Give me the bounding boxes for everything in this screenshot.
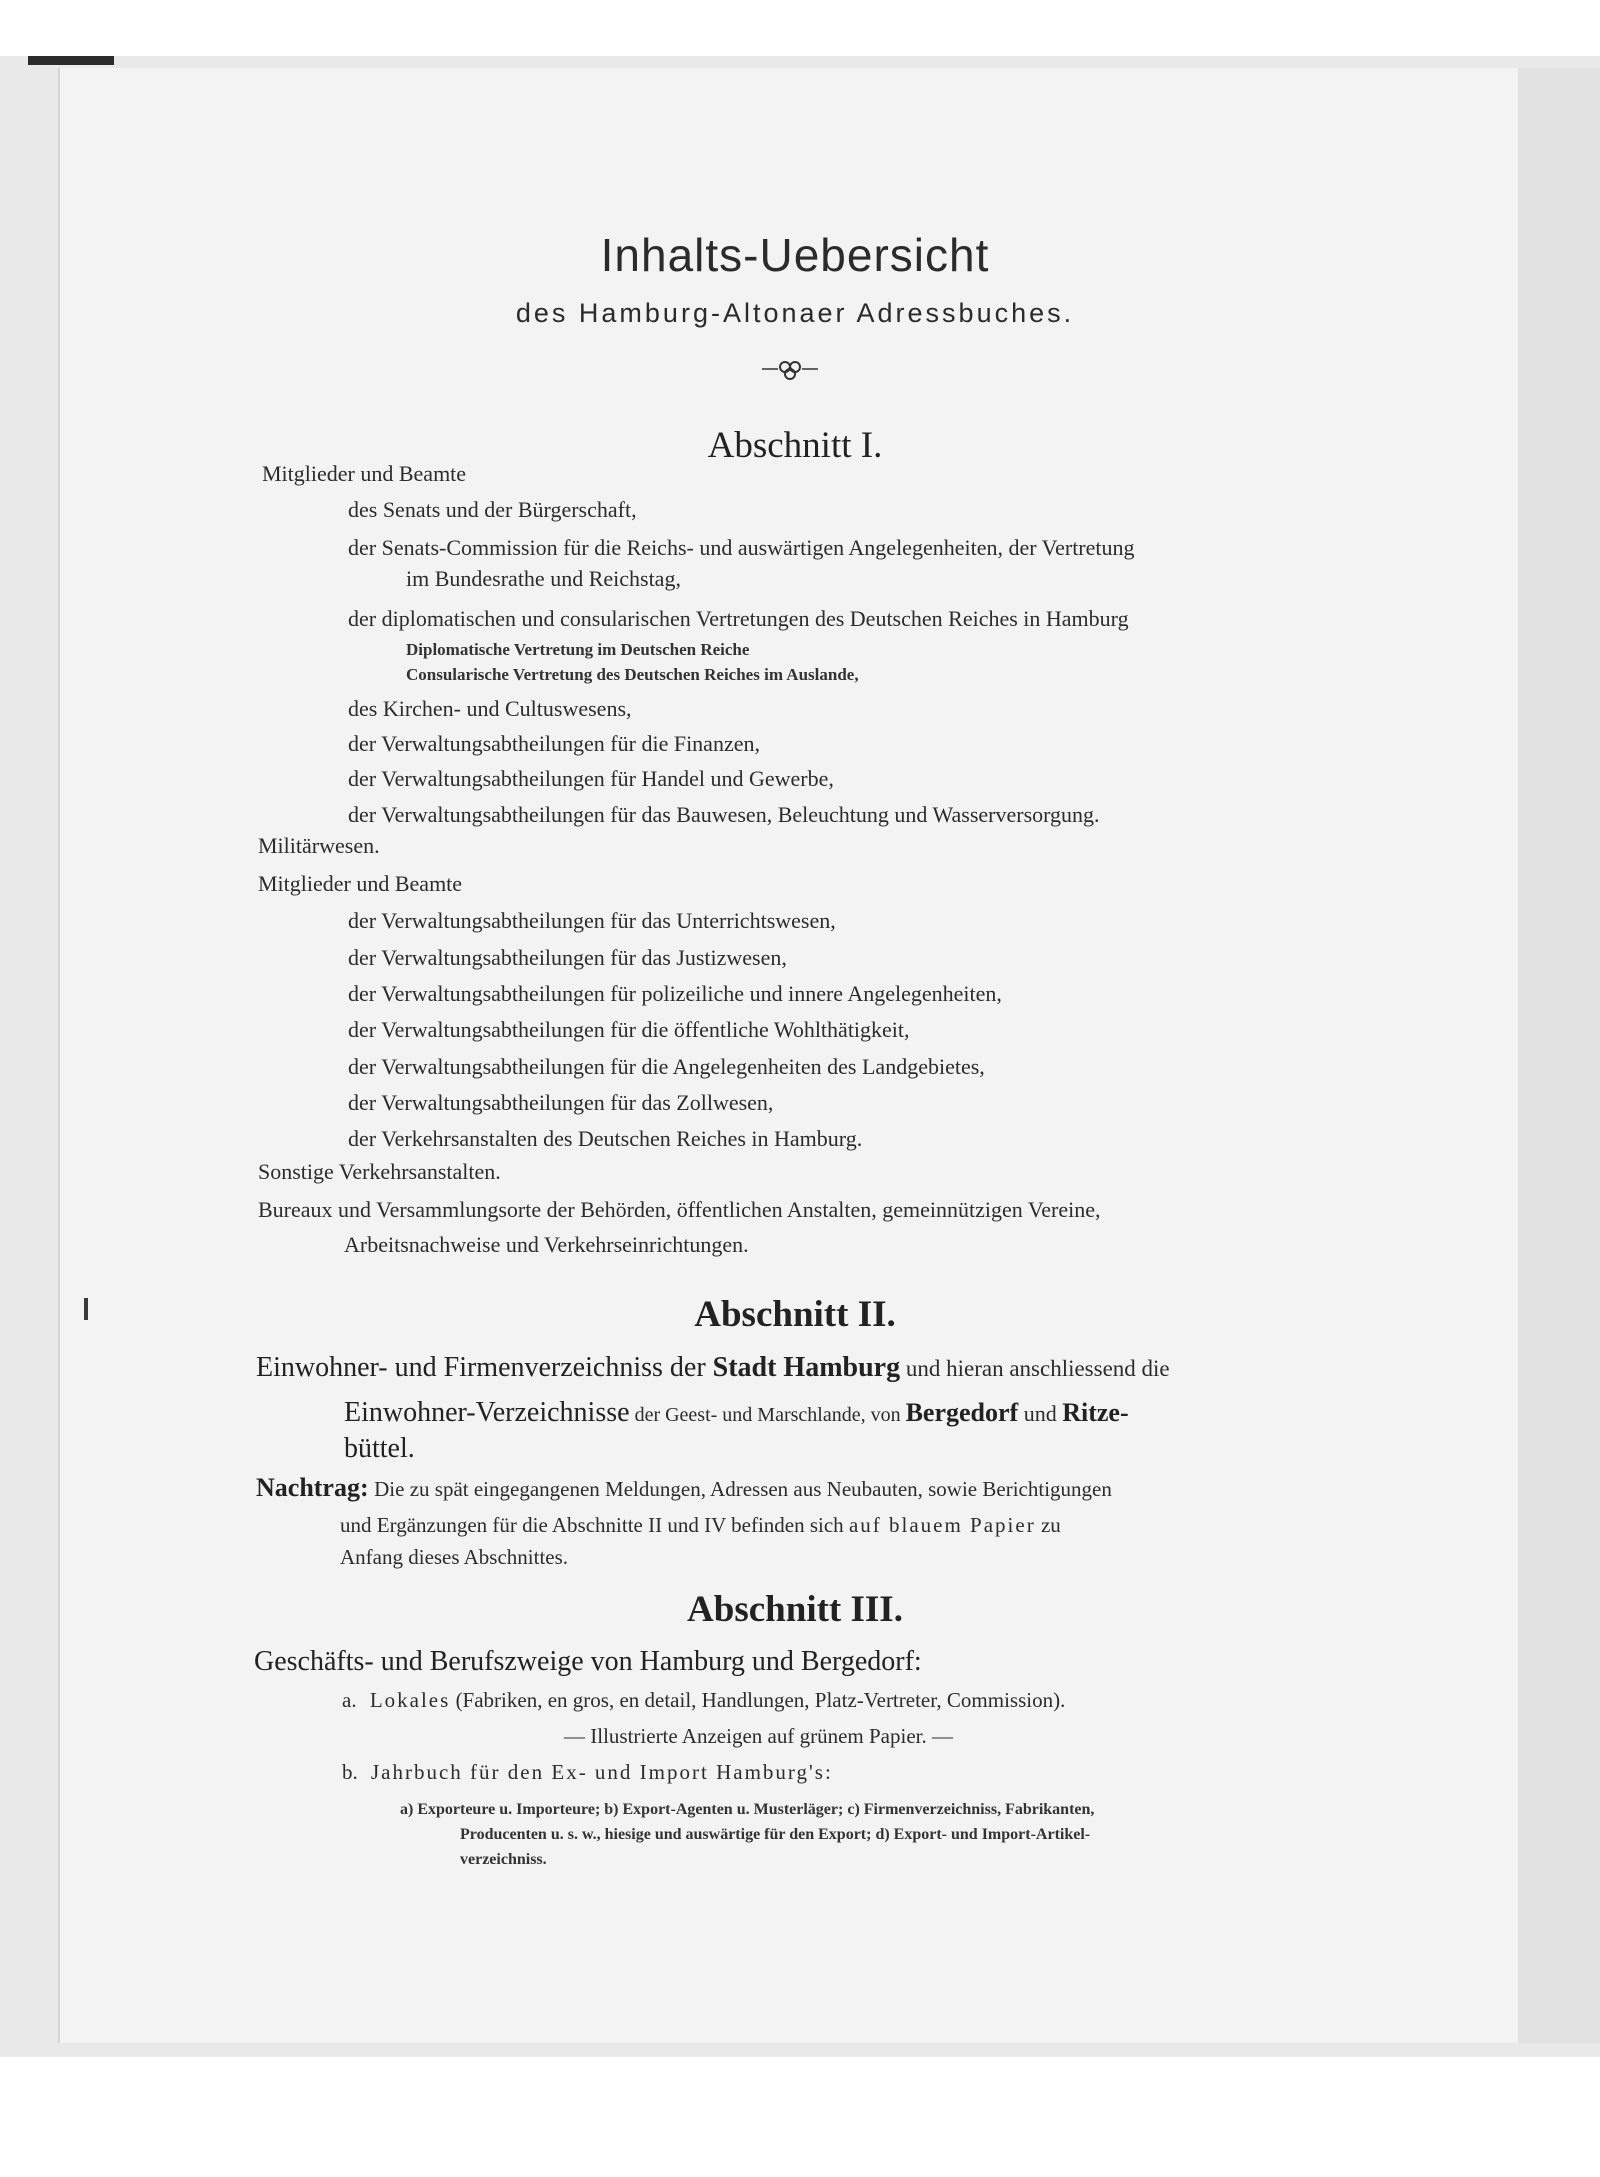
section3-intro: Geschäfts- und Berufszweige von Hamburg und Bergedorf: [254, 1646, 922, 1677]
text-run-bold: Stadt Hamburg [712, 1352, 901, 1383]
toc-entry: Mitglieder und Beamte [262, 461, 467, 486]
text-run: und Ergänzungen für die Abschnitte II und IV befinden sich [340, 1513, 849, 1537]
toc-entry: der Verwaltungsabtheilungen für das Justizwesen, [348, 945, 787, 970]
section-heading-3: Abschnitt III. [687, 1589, 903, 1630]
toc-entry: der Verwaltungsabtheilungen für das Zollwesen, [348, 1090, 774, 1115]
text-run: Die zu spät eingegangenen Meldungen, Adressen aus Neubauten, sowie Berichtigungen [374, 1477, 1112, 1501]
section-heading-2: Abschnitt II. [694, 1294, 896, 1335]
text-run-bold: Ritze- [1062, 1398, 1129, 1427]
toc-subentry: Diplomatische Vertretung im Deutschen Reiche [406, 640, 750, 659]
section3-item-a [342, 1688, 1065, 1713]
section3-item-b-sub: verzeichniss. [460, 1851, 547, 1868]
section-heading-1: Abschnitt I. [707, 425, 883, 466]
nachtrag-line-3: Anfang dieses Abschnittes. [340, 1545, 569, 1569]
text-run: zu [1035, 1513, 1061, 1537]
text-run: Einwohner- und Firmenverzeichniss der [256, 1352, 713, 1383]
item-label: a. [342, 1688, 357, 1712]
scan-corner-mark [28, 56, 114, 65]
toc-entry: Sonstige Verkehrsanstalten. [258, 1159, 501, 1184]
nachtrag-line-1 [256, 1473, 1112, 1503]
page-subtitle: des Hamburg-Altonaer Adressbuches. [515, 298, 1075, 328]
page-edge [1518, 68, 1600, 2043]
section2-line-2 [344, 1397, 1129, 1429]
toc-entry: der Verwaltungsabtheilungen für das Unterrichtswesen, [348, 908, 836, 933]
toc-entry: im Bundesrathe und Reichstag, [406, 566, 681, 591]
toc-entry: des Senats und der Bürgerschaft, [348, 497, 637, 522]
toc-entry: der Verwaltungsabtheilungen für polizeiliche und innere Angelegenheiten, [348, 981, 1002, 1006]
section3-item-a-sub: — Illustrierte Anzeigen auf grünem Papier. — [564, 1724, 953, 1748]
section3-item-b-sub: a) Exporteure u. Importeure; b) Export-Agenten u. Musterläger; c) Firmenverzeichniss, Fabrikanten, [400, 1801, 1095, 1818]
toc-entry: der Verwaltungsabtheilungen für die Finanzen, [348, 731, 760, 756]
page-title: Inhalts-Uebersicht [600, 229, 990, 281]
toc-entry: der Verwaltungsabtheilungen für Handel und Gewerbe, [348, 766, 834, 791]
section3-item-b-sub: Producenten u. s. w., hiesige und auswärtige für den Export; d) Export- und Import-Artikel- [460, 1826, 1091, 1843]
text-run-spaced: Lokales [369, 1688, 451, 1712]
toc-entry: der Verkehrsanstalten des Deutschen Reiches in Hamburg. [348, 1126, 863, 1151]
text-run: (Fabriken, en gros, en detail, Handlungen, Platz-Vertreter, Commission). [450, 1688, 1066, 1712]
nachtrag-line-2 [340, 1513, 1061, 1538]
toc-entry: der diplomatischen und consularischen Vertretungen des Deutschen Reiches in Hamburg [348, 606, 1129, 631]
text-run-spaced: Jahrbuch für den Ex- und Import Hamburg's: [371, 1760, 833, 1784]
toc-entry: des Kirchen- und Cultuswesens, [348, 696, 632, 721]
toc-entry: der Verwaltungsabtheilungen für das Bauwesen, Beleuchtung und Wasserversorgung. [348, 802, 1100, 827]
text-run: der Geest- und Marschlande, von [629, 1404, 906, 1426]
text-run-bold: Bergedorf [905, 1398, 1019, 1427]
toc-entry: der Senats-Commission für die Reichs- und auswärtigen Angelegenheiten, der Vertretung [348, 535, 1135, 560]
text-run: Einwohner-Verzeichnisse [344, 1397, 630, 1428]
toc-entry: Arbeitsnachweise und Verkehrseinrichtungen. [344, 1232, 749, 1257]
section3-item-b [342, 1760, 833, 1785]
section2-line-1 [256, 1352, 1170, 1384]
text-run-spaced: auf blauem Papier [848, 1513, 1036, 1537]
section2-line-3: büttel. [344, 1433, 415, 1464]
toc-entry: Militärwesen. [258, 833, 380, 858]
item-label: b. [342, 1760, 358, 1784]
ornament-icon [760, 354, 820, 384]
toc-entry: der Verwaltungsabtheilungen für die Angelegenheiten des Landgebietes, [348, 1054, 985, 1079]
toc-entry: Bureaux und Versammlungsorte der Behörden, öffentlichen Anstalten, gemeinnützigen Vereine, [258, 1197, 1101, 1222]
text-run: und hieran anschliessend die [900, 1356, 1170, 1381]
toc-entry: der Verwaltungsabtheilungen für die öffentliche Wohlthätigkeit, [348, 1017, 910, 1042]
toc-subentry: Consularische Vertretung des Deutschen Reiches im Auslande, [406, 665, 859, 684]
toc-entry: Mitglieder und Beamte [258, 871, 463, 896]
nachtrag-label: Nachtrag: [256, 1473, 369, 1502]
text-run: und [1018, 1401, 1063, 1426]
